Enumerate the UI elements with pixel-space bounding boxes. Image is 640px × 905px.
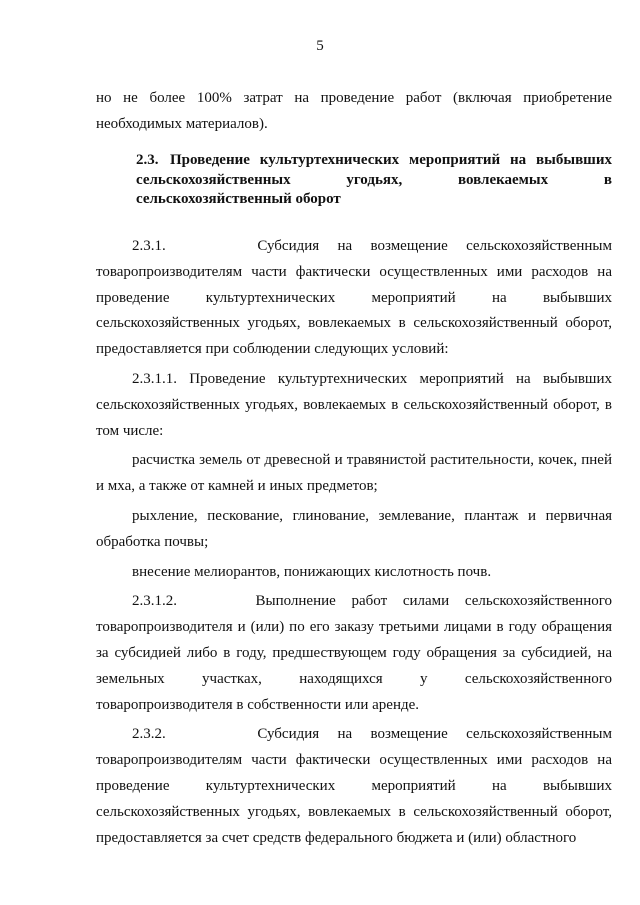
list-item-clearing: расчистка земель от древесной и травянистой растительности, кочек, пней и мха, а также от камней и иных предметов;	[96, 452, 612, 495]
intro-paragraph: но не более 100% затрат на проведение работ (включая приобретение необходимых материалов).	[96, 90, 612, 132]
page-number: 5	[316, 38, 324, 54]
paragraph-2-3-1: 2.3.1. Субсидия на возмещение сельскохозяйственным товаропроизводителям части фактически осуществленных ими расходов на проведение культуртехнических мероприятий на выбывших сельскохозяйственных угодьях, вовлекаемых в сельскохозяйственный оборот, предоставляется при соблюдении следующих условий:	[96, 238, 612, 358]
list-item-ameliorants: внесение мелиорантов, понижающих кислотность почв.	[132, 563, 492, 580]
paragraph-2-3-1-2: 2.3.1.2. Выполнение работ силами сельскохозяйственного товаропроизводителя и (или) по его заказу третьими лицами в году обращения за субсидией либо в году, предшествующем году обращения за субсидией, на земельных участках, находящихся у сельскохозяйственного товаропроизводителя в собственности или аренде.	[96, 593, 612, 713]
paragraph-2-3-2: 2.3.2. Субсидия на возмещение сельскохозяйственным товаропроизводителям части фактически осуществленных ими расходов на проведение культуртехнических мероприятий на выбывших сельскохозяйственных угодьях, вовлекаемых в сельскохозяйственный оборот, предоставляется за счет средств федерального бюджета и (или) областного	[96, 726, 612, 846]
paragraph-2-3-1-1: 2.3.1.1. Проведение культуртехнических мероприятий на выбывших сельскохозяйственных угодьях, вовлекаемых в сельскохозяйственный оборот, в том числе:	[96, 370, 612, 439]
list-item-loosening: рыхление, пескование, глинование, землевание, плантаж и первичная обработка почвы;	[96, 507, 612, 550]
section-title: Проведение культуртехнических мероприятий на выбывших сельскохозяйственных угодьях, вовлекаемых в сельскохозяйственный оборот	[136, 152, 612, 207]
intro-paragraph-block	[96, 86, 612, 138]
section-body	[96, 234, 612, 851]
section-heading	[136, 151, 612, 210]
section-number: 2.3.	[136, 152, 159, 168]
